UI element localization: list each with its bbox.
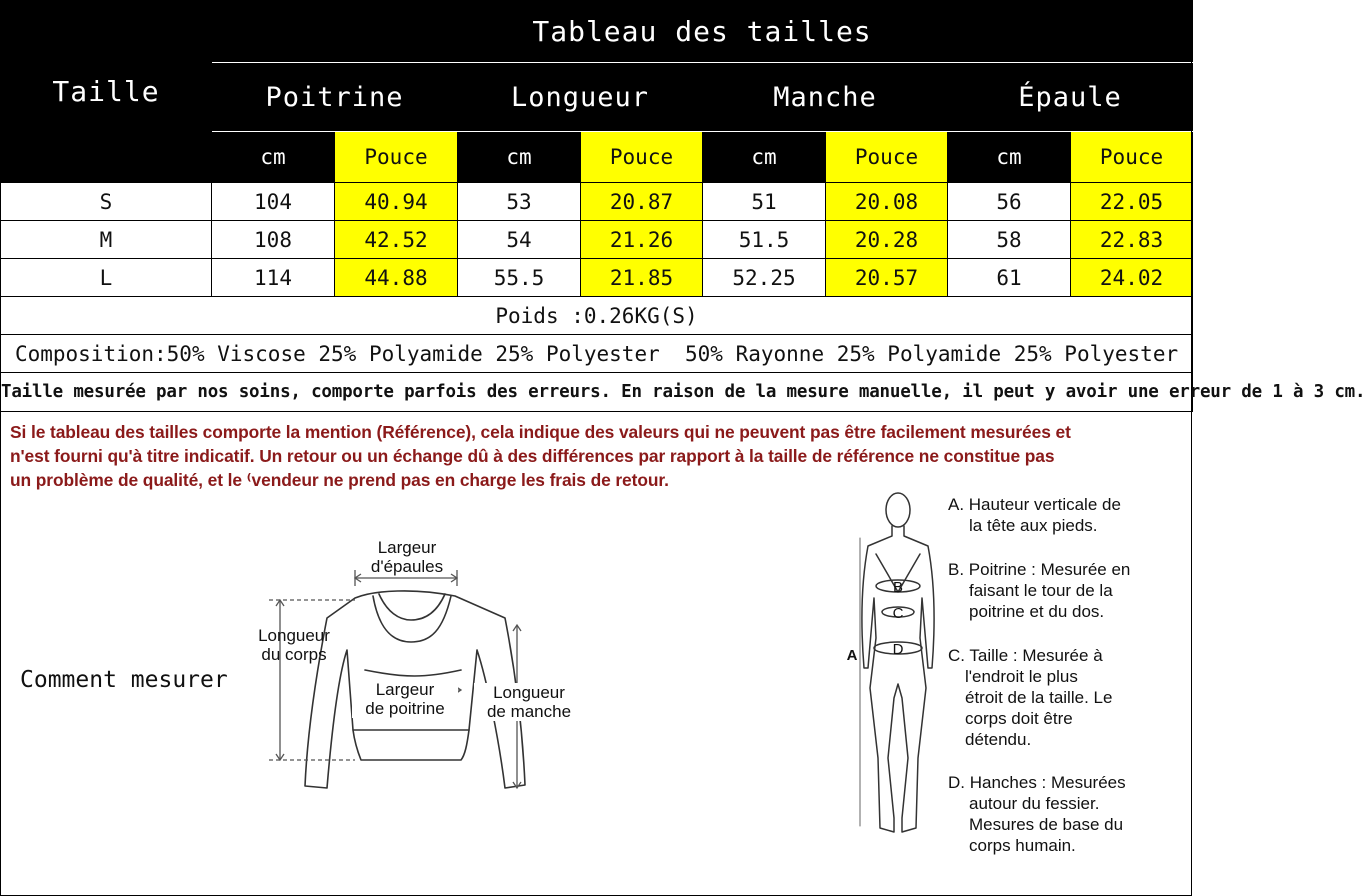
table-cell: 20.57 [826, 259, 948, 297]
table-cell: 44.88 [335, 259, 458, 297]
group-header-epaule: Épaule [948, 63, 1193, 132]
table-cell: 58 [948, 221, 1071, 259]
size-label: S [1, 183, 212, 221]
table-cell: 108 [212, 221, 335, 259]
legend-line: Mesures de base du [969, 815, 1124, 834]
table-cell: 21.26 [581, 221, 703, 259]
table-cell: 55.5 [458, 259, 581, 297]
legend-line: faisant le tour de la [969, 581, 1113, 600]
size-label: M [1, 221, 212, 259]
table-row [1, 221, 1193, 259]
legend-line: autour du fessier. [969, 794, 1100, 813]
group-header-longueur: Longueur [458, 63, 703, 132]
table-title: Tableau des tailles [212, 1, 1193, 63]
table-cell: 21.85 [581, 259, 703, 297]
table-cell: 20.87 [581, 183, 703, 221]
legend-line: D. Hanches : Mesurées [948, 773, 1126, 792]
unit-inch: Pouce [1071, 132, 1193, 183]
legend-line: corps doit être [965, 709, 1073, 728]
shoulder-width-label [352, 538, 462, 576]
table-cell: 42.52 [335, 221, 458, 259]
table-cell: 20.08 [826, 183, 948, 221]
unit-inch: Pouce [826, 132, 948, 183]
table-cell: 20.28 [826, 221, 948, 259]
table-cell: 56 [948, 183, 1071, 221]
table-row [1, 183, 1193, 221]
table-cell: 51.5 [703, 221, 826, 259]
label-line: Longueur [258, 626, 330, 645]
sleeve-length-label [474, 683, 584, 721]
weight-row: Poids :0.26KG(S) [1, 297, 1193, 335]
legend-line: corps humain. [969, 836, 1076, 855]
unit-inch: Pouce [581, 132, 703, 183]
label-line: d'épaules [370, 557, 444, 576]
label-line: de manche [486, 702, 572, 721]
table-cell: 54 [458, 221, 581, 259]
legend-line: détendu. [965, 730, 1032, 749]
figure-letter-c: C [892, 605, 904, 622]
legend-line: étroit de la taille. Le [965, 688, 1113, 707]
reference-notice [10, 420, 1185, 492]
legend-line: C. Taille : Mesurée à [948, 646, 1103, 665]
unit-inch: Pouce [335, 132, 458, 183]
label-line: du corps [261, 645, 327, 664]
legend-line: poitrine et du dos. [969, 602, 1105, 621]
size-column-header: Taille [1, 1, 212, 183]
composition-row: Composition:50% Viscose 25% Polyamide 25% Polyester 50% Rayonne 25% Polyamide 25% Polyester [1, 335, 1193, 373]
how-to-measure-title: Comment mesurer [20, 667, 228, 693]
group-header-poitrine: Poitrine [212, 63, 458, 132]
table-cell: 22.83 [1071, 221, 1193, 259]
figure-letter-b: B [892, 579, 904, 596]
legend-item-c [948, 645, 1112, 750]
table-cell: 52.25 [703, 259, 826, 297]
table-cell: 114 [212, 259, 335, 297]
unit-cm: cm [458, 132, 581, 183]
unit-cm: cm [948, 132, 1071, 183]
legend-line: la tête aux pieds. [969, 516, 1098, 535]
notice-line: n'est fourni qu'à titre indicatif. Un retour ou un échange dû à des différences par rapport à la taille de référence ne constitue pas [10, 446, 1055, 466]
legend-line: A. Hauteur verticale de [948, 495, 1121, 514]
legend-item-d [948, 772, 1126, 856]
table-cell: 51 [703, 183, 826, 221]
body-length-label [244, 626, 344, 664]
figure-letter-a: A [846, 647, 858, 664]
chest-width-label [352, 680, 458, 718]
body-figure-diagram [838, 488, 938, 840]
label-line: Largeur [377, 538, 437, 557]
group-header-manche: Manche [703, 63, 948, 132]
legend-item-a [948, 494, 1121, 536]
size-table [0, 0, 1365, 412]
table-row [1, 259, 1193, 297]
table-cell: 24.02 [1071, 259, 1193, 297]
label-line: Largeur [375, 680, 435, 699]
size-label: L [1, 259, 212, 297]
table-cell: 22.05 [1071, 183, 1193, 221]
table-cell: 40.94 [335, 183, 458, 221]
legend-item-b [948, 559, 1130, 622]
label-line: de poitrine [365, 699, 445, 718]
table-cell: 61 [948, 259, 1071, 297]
notice-line: un problème de qualité, et le ⁽vendeur ne prend pas en charge les frais de retour. [10, 470, 669, 490]
legend-line: B. Poitrine : Mesurée en [948, 560, 1131, 579]
unit-cm: cm [703, 132, 826, 183]
figure-letter-d: D [892, 641, 904, 658]
measurement-note: Taille mesurée par nos soins, comporte parfois des erreurs. En raison de la mesure manuelle, il peut y avoir une erreur de 1 à 3 cm. [1, 373, 1193, 412]
table-cell: 104 [212, 183, 335, 221]
label-line: Longueur [493, 683, 565, 702]
table-cell: 53 [458, 183, 581, 221]
legend-line: l'endroit le plus [965, 667, 1078, 686]
unit-cm: cm [212, 132, 335, 183]
notice-line: Si le tableau des tailles comporte la mention (Référence), cela indique des valeurs qui ne peuvent pas être facilement mesurées et [10, 422, 1071, 442]
